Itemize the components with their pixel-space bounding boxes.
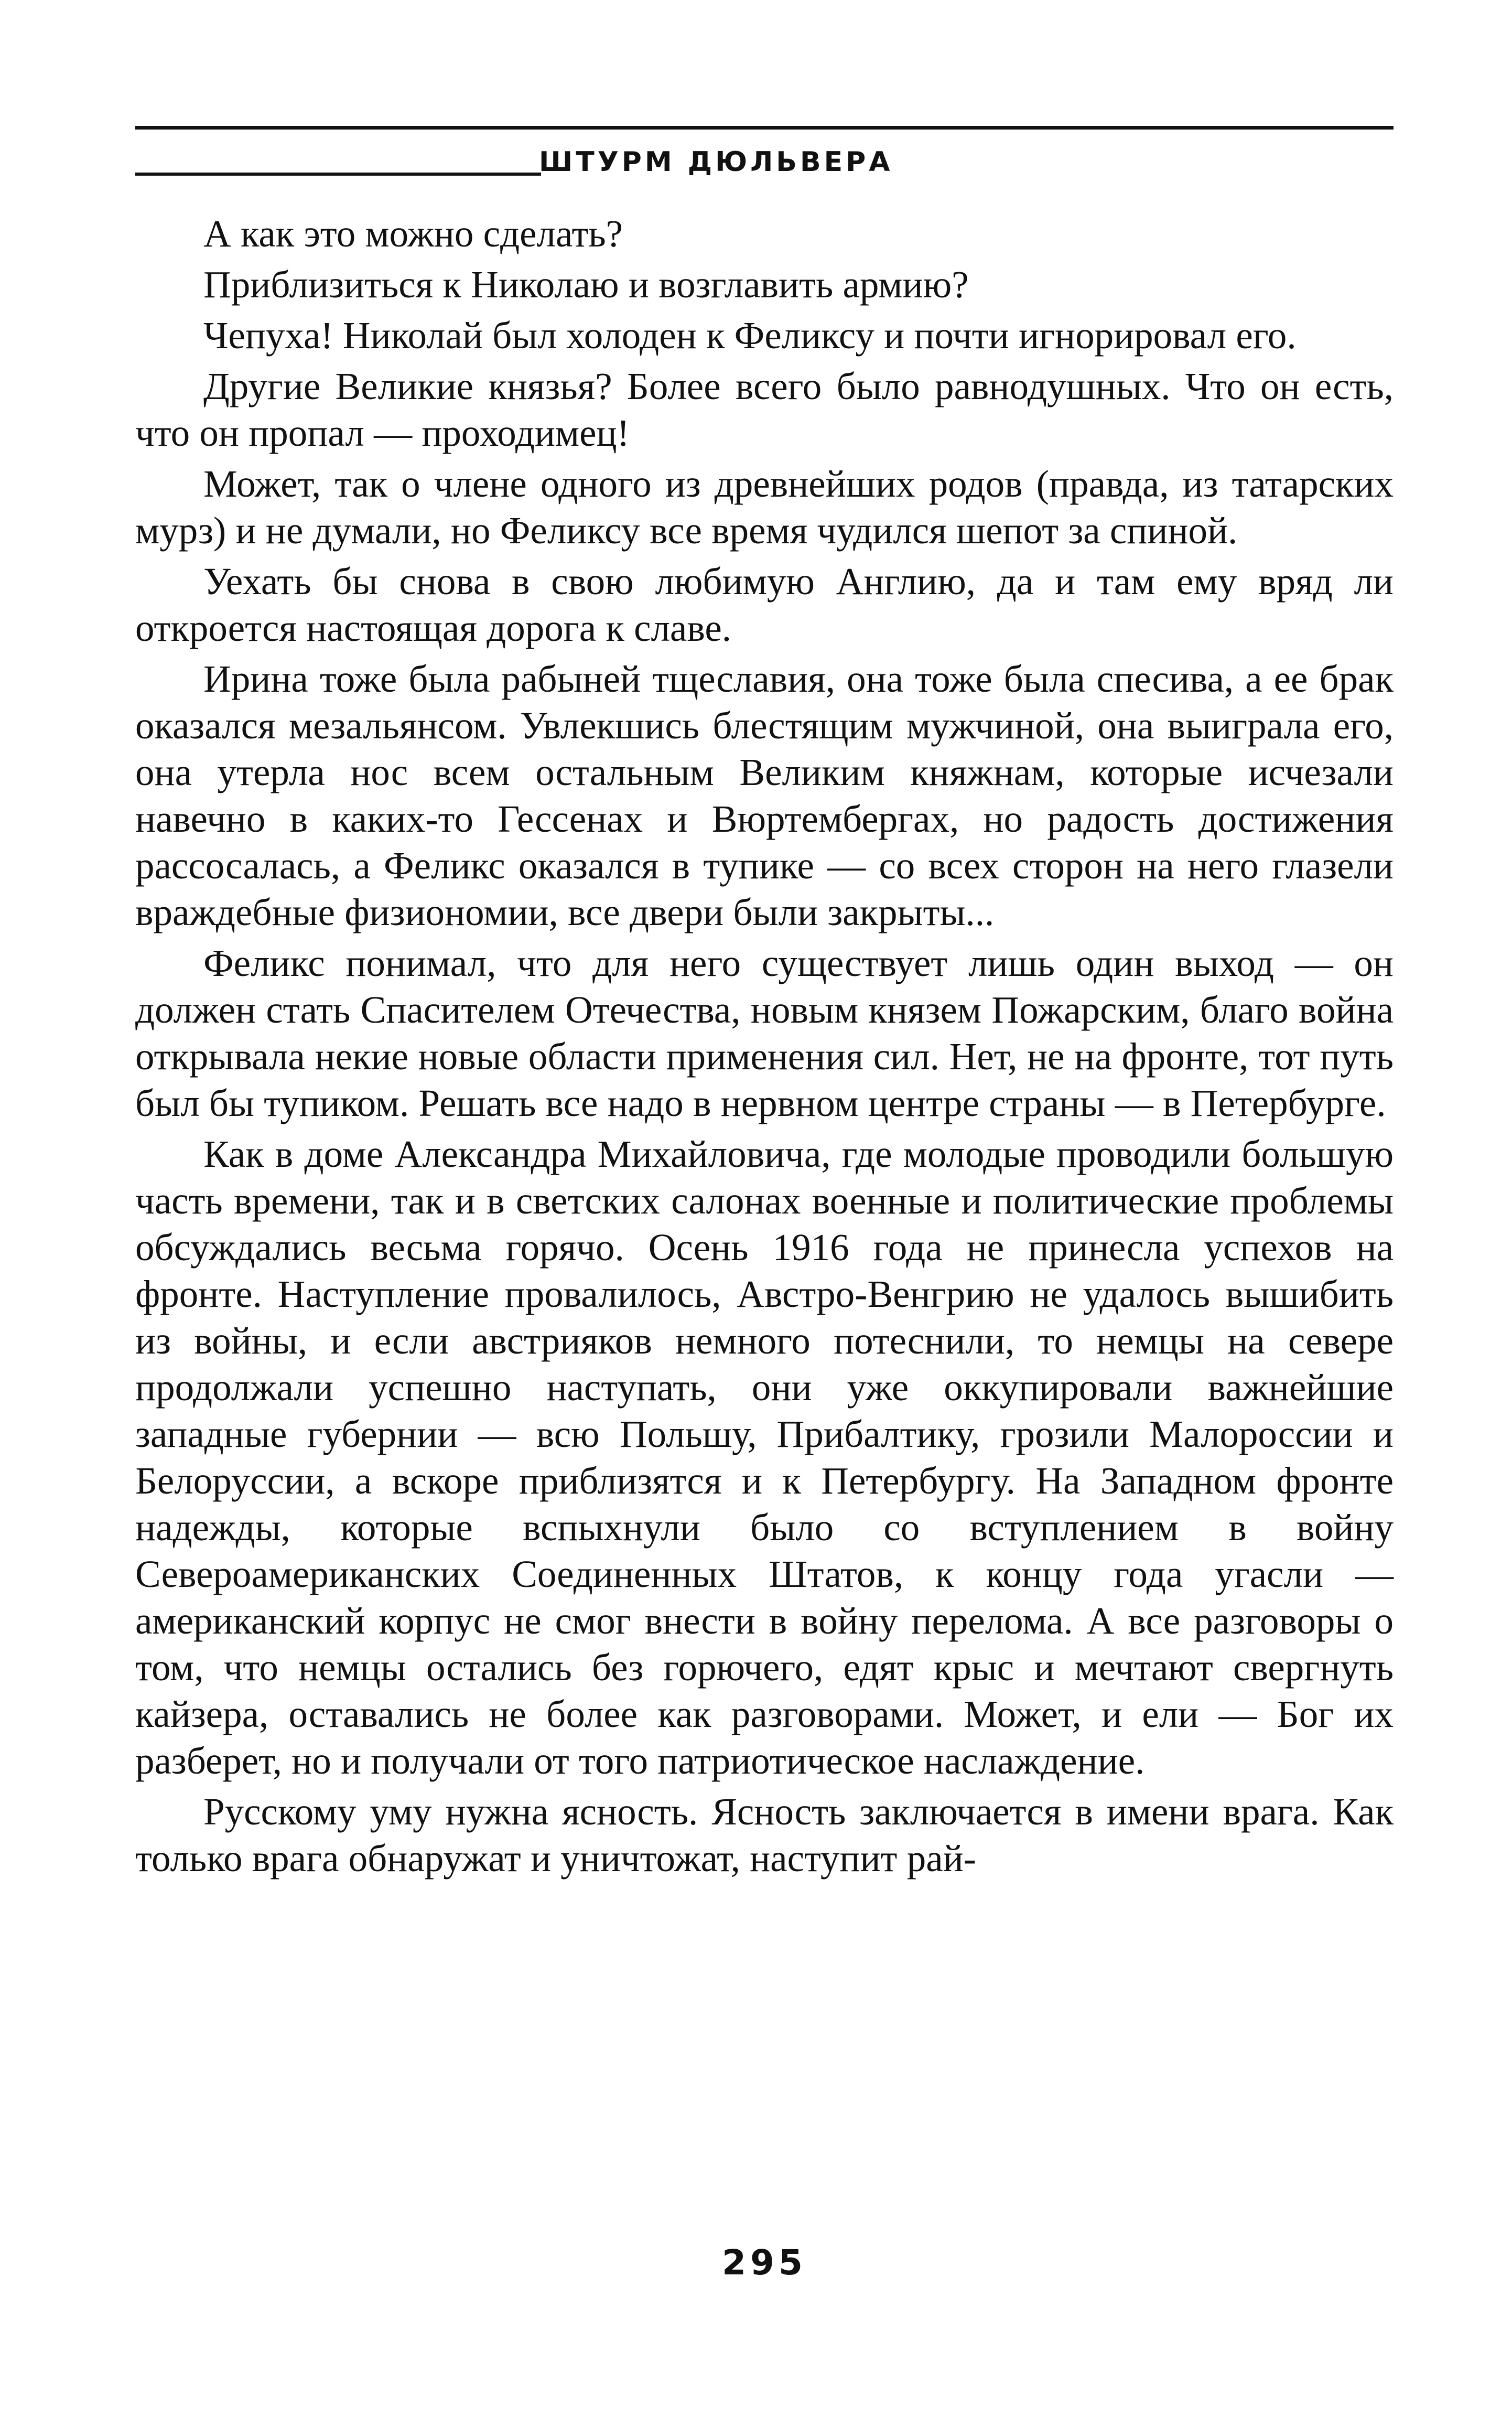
paragraph: Может, так о члене одного из древнейших родов (правда, из татарских мурз) и не думали, но Феликсу все время чудился шепот за спиной. (135, 463, 1394, 552)
header-top-rule (135, 126, 1394, 130)
paragraph: Уехать бы снова в свою любимую Англию, да и там ему вряд ли откроется настоящая дорога к славе. (135, 560, 1394, 649)
paragraph: Чепуха! Николай был холоден к Феликсу и почти игнорировал его. (203, 314, 1297, 357)
running-title: ШТУРМ ДЮЛЬВЕРА (539, 146, 893, 178)
book-page (135, 118, 1394, 2415)
header-leader-rule (135, 173, 541, 176)
paragraph: Феликс понимал, что для него существует лишь один выход — он должен стать Спасителем Отечества, новым князем Пожарским, благо война открывала некие новые области применения сил. Нет, не на фронте, тот путь был бы тупиком. Решать все надо в нервном центре страны — в Петербурге. (135, 942, 1394, 1124)
paragraph: Приблизиться к Николаю и возглавить армию? (203, 263, 969, 306)
paragraph: Русскому уму нужна ясность. Ясность заключается в имени врага. Как только врага обнаружат и уничтожат, наступит рай- (135, 1790, 1394, 1880)
paragraph: Как в доме Александра Михайловича, где молодые проводили большую часть времени, так и в светских салонах военные и политические проблемы обсуждались весьма горячо. Осень 1916 года не принесла успехов на фронте. Наступление провалилось, Австро-Венгрию не удалось вышибить из войны, и если австрияков немного потеснили, то немцы на севере продолжали успешно наступать, они уже оккупировали важнейшие западные губернии — всю Польшу, Прибалтику, грозили Малороссии и Белоруссии, а вскоре приблизятся и к Петербургу. На Западном фронте надежды, которые вспыхнули было со вступлением в войну Североамериканских Соединенных Штатов, к концу года угасли — американский корпус не смог внести в войну перелома. А все разговоры о том, что немцы остались без горючего, едят крыс и мечтают свергнуть кайзера, оставались не более как разговорами. Может, и ели — Бог их разберет, но и получали от того патриотическое наслаждение. (135, 1133, 1394, 1782)
page-text (135, 210, 1394, 1886)
paragraph: А как это можно сделать? (203, 212, 623, 255)
page-number: 295 (722, 2242, 807, 2283)
paragraph: Ирина тоже была рабыней тщеславия, она тоже была спесива, а ее брак оказался мезальянсом. Увлекшись блестящим мужчиной, она выиграла его, она утерла нос всем остальным Великим княжнам, которые исчезали навечно в каких-то Гессенах и Вюртембергах, но радость достижения рассосалась, а Феликс оказался в тупике — со всех сторон на него глазели враждебные физиономии, все двери были закрыты... (135, 658, 1394, 933)
paragraph: Другие Великие князья? Более всего было равнодушных. Что он есть, что он пропал — проходимец! (135, 365, 1394, 454)
running-header (135, 134, 1394, 181)
